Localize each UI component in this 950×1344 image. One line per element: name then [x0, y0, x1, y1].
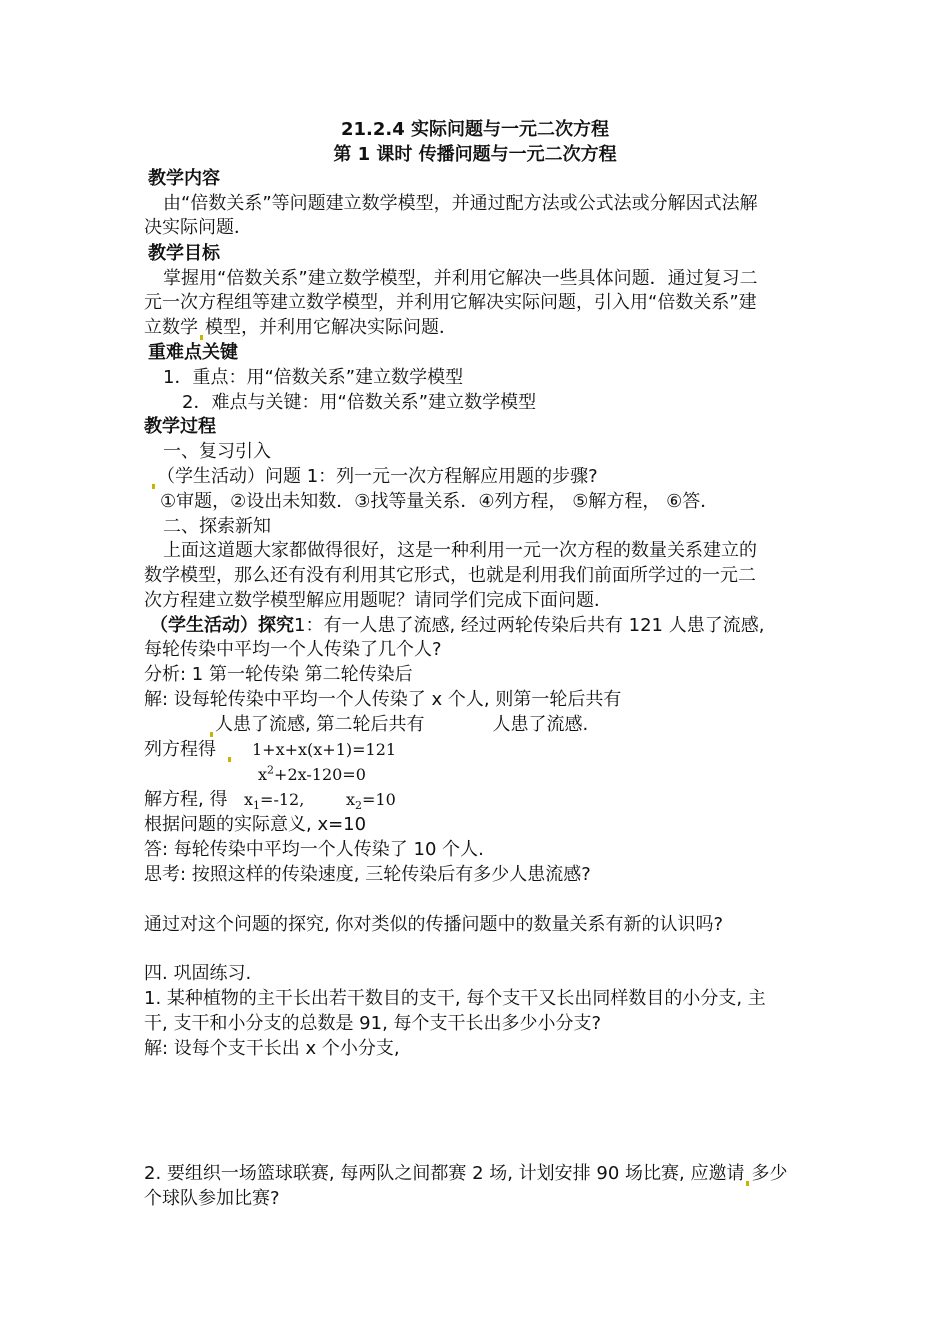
x2-var: x [346, 790, 356, 809]
practice-q2-line-1 [144, 1162, 787, 1186]
x1-subscript: 1 [253, 799, 261, 813]
root-x1 [244, 788, 304, 812]
x1-value: =-12, [260, 790, 305, 809]
practice-q2-line-2: 个球队参加比赛? [144, 1188, 280, 1209]
equation-1: 1+x+x(x+1)=121 [252, 740, 397, 759]
solution-line-2 [208, 713, 588, 737]
paragraph-line-1: 上面这道题大家都做得很好，这是一种利用一元一次方程的数量关系建立的 [163, 540, 757, 561]
q2-part-3: 多少 [751, 1163, 788, 1184]
steps-line: ①审题，②设出未知数．③找等量关系．④列方程， ⑤解方程， ⑥答． [160, 491, 719, 512]
x2-value: =10 [362, 790, 396, 809]
think-line: 思考: 按照这样的传染速度, 三轮传染后有多少人患流感? [144, 864, 591, 885]
solve-label: 解方程, 得 [144, 789, 228, 810]
practice-q1-solution: 解: 设每个支干长出 x 个小分支, [144, 1038, 400, 1059]
heading-goal: 教学目标 [148, 243, 220, 264]
meaning-line: 根据问题的实际意义, x=10 [144, 814, 367, 835]
goal-line-3-b: 模型，并利用它解决实际问题． [205, 317, 457, 338]
eq2-var: x [258, 765, 268, 784]
x1-var: x [244, 790, 254, 809]
document-title: 21.2.4 实际问题与一元二次方程 [340, 119, 610, 140]
q2-part-2: 篮球联赛, 每两队之间都赛 2 场, 计划安排 90 场比赛, 应邀请 [256, 1163, 745, 1184]
key-item-1: 1．重点：用“倍数关系”建立数学模型 [163, 367, 464, 388]
explore-text-1: 1：有一人患了流感, 经过两轮传染后共有 121 人患了流感, [294, 615, 765, 636]
q2-part-1: 2. 要组织一场 [144, 1163, 257, 1184]
equation-label-text: 列方程得 [144, 739, 216, 760]
goal-line-3 [144, 316, 457, 340]
heading-key-points: 重难点关键 [148, 342, 238, 363]
content-line-2: 决实际问题． [144, 217, 252, 238]
practice-q1-line-2: 干, 支干和小分支的总数是 91, 每个支干长出多少小分支? [144, 1013, 602, 1034]
explore-line-2: 每轮传染中平均一个人传染了几个人? [144, 639, 442, 660]
part-explore: 二、探索新知 [163, 516, 271, 537]
question-1 [150, 465, 598, 489]
highlight-mark [228, 757, 231, 762]
eq2-rest: +2x-120=0 [274, 765, 366, 784]
heading-practice: 四. 巩固练习. [144, 963, 252, 984]
equation-label [144, 738, 233, 762]
analysis-line: 分析: 1 第一轮传染 第二轮传染后 [144, 664, 413, 685]
answer-line: 答: 每轮传染中平均一个人传染了 10 个人. [144, 839, 484, 860]
question-1-text: （学生活动）问题 1：列一元一次方程解应用题的步骤? [157, 466, 598, 487]
lesson-title: 第 1 课时 传播问题与一元二次方程 [333, 144, 617, 165]
practice-q1-line-1: 1. 某种植物的主干长出若干数目的支干, 每个支干又长出同样数目的小分支, 主 [144, 988, 766, 1009]
solution-line-1: 解: 设每轮传染中平均一个人传染了 x 个人, 则第一轮后共有 [144, 689, 622, 710]
explore-line-1 [150, 614, 764, 638]
reflect-line: 通过对这个问题的探究, 你对类似的传播问题中的数量关系有新的认识吗? [144, 914, 723, 935]
heading-process: 教学过程 [144, 416, 216, 437]
highlight-mark [746, 1181, 749, 1186]
solution-line-2-a: 人患了流感, 第二轮后共有 [215, 714, 425, 735]
explore-label: （学生活动）探究 [150, 615, 294, 636]
key-item-2: 2．难点与关键：用“倍数关系”建立数学模型 [182, 392, 537, 413]
root-x2 [346, 788, 396, 812]
paragraph-line-3: 次方程建立数学模型解应用题呢？请同学们完成下面问题． [144, 590, 612, 611]
goal-line-2: 元一次方程组等建立数学模型，并利用它解决实际问题，引入用“倍数关系”建 [144, 292, 757, 313]
eq2-exponent: 2 [267, 763, 275, 777]
content-line-1: 由“倍数关系”等问题建立数学模型，并通过配方法或公式法或分解因式法解 [163, 193, 758, 214]
highlight-mark [152, 484, 155, 489]
highlight-mark [210, 732, 213, 737]
heading-content: 教学内容 [148, 168, 220, 189]
goal-line-3-a: 立数学 [144, 317, 198, 338]
x2-subscript: 2 [355, 799, 363, 813]
solution-line-2-b: 人患了流感. [492, 714, 589, 735]
part-review: 一、复习引入 [163, 441, 271, 462]
goal-line-1: 掌握用“倍数关系”建立数学模型，并利用它解决一些具体问题．通过复习二 [163, 268, 758, 289]
equation-2 [258, 763, 366, 787]
highlight-mark [200, 335, 203, 340]
paragraph-line-2: 数学模型，那么还有没有利用其它形式，也就是利用我们前面所学过的一元二 [144, 565, 756, 586]
